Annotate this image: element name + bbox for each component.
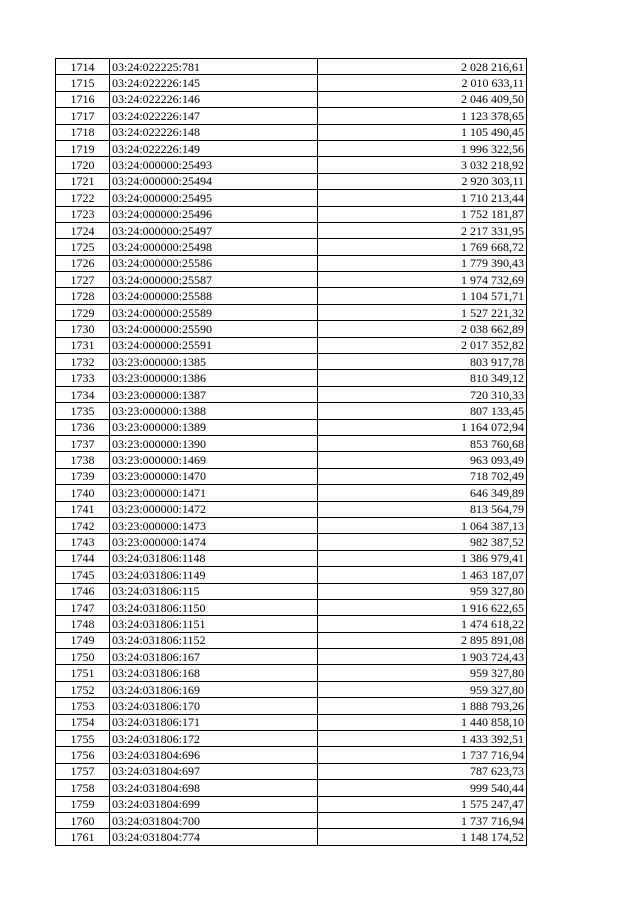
table-row — [56, 255, 527, 271]
table-row — [56, 435, 527, 451]
cadastral-number-cell: 03:24:022226:148 — [110, 124, 318, 140]
cadastral-number-cell: 03:24:031806:171 — [110, 714, 318, 730]
cadastral-number-cell: 03:24:000000:25588 — [110, 288, 318, 304]
cadastral-number-cell: 03:23:000000:1385 — [110, 354, 318, 370]
cadastral-number-cell: 03:24:031806:1150 — [110, 599, 318, 615]
row-number-cell: 1733 — [56, 370, 110, 386]
cadastral-number-cell: 03:24:031806:170 — [110, 698, 318, 714]
cadastral-value-cell: 1 474 618,22 — [318, 616, 527, 632]
table-row — [56, 649, 527, 665]
row-number-cell: 1746 — [56, 583, 110, 599]
cadastral-number-cell: 03:24:022226:149 — [110, 140, 318, 156]
cadastral-value-cell: 2 017 352,82 — [318, 337, 527, 353]
row-number-cell: 1732 — [56, 354, 110, 370]
cadastral-value-cell: 2 028 216,61 — [318, 59, 527, 75]
row-number-cell: 1754 — [56, 714, 110, 730]
cadastral-value-cell: 1 974 732,69 — [318, 272, 527, 288]
row-number-cell: 1723 — [56, 206, 110, 222]
cadastral-value-cell: 1 737 716,94 — [318, 747, 527, 763]
cadastral-number-cell: 03:24:000000:25498 — [110, 239, 318, 255]
cadastral-value-cell: 1 123 378,65 — [318, 108, 527, 124]
row-number-cell: 1757 — [56, 763, 110, 779]
cadastral-number-cell: 03:24:031804:774 — [110, 829, 318, 845]
cadastral-number-cell: 03:23:000000:1390 — [110, 435, 318, 451]
row-number-cell: 1756 — [56, 747, 110, 763]
cadastral-value-cell: 1 769 668,72 — [318, 239, 527, 255]
cadastral-value-cell: 1 164 072,94 — [318, 419, 527, 435]
cadastral-number-cell: 03:24:000000:25496 — [110, 206, 318, 222]
row-number-cell: 1751 — [56, 665, 110, 681]
row-number-cell: 1760 — [56, 812, 110, 828]
cadastral-value-cell: 720 310,33 — [318, 386, 527, 402]
cadastral-number-cell: 03:24:031806:1148 — [110, 550, 318, 566]
table-row — [56, 206, 527, 222]
table-row — [56, 239, 527, 255]
cadastral-value-cell: 1 903 724,43 — [318, 649, 527, 665]
cadastral-value-cell: 959 327,80 — [318, 681, 527, 697]
cadastral-number-cell: 03:23:000000:1470 — [110, 468, 318, 484]
table-row — [56, 632, 527, 648]
cadastral-value-cell: 2 217 331,95 — [318, 222, 527, 238]
table-row — [56, 550, 527, 566]
cadastral-number-cell: 03:23:000000:1473 — [110, 517, 318, 533]
row-number-cell: 1738 — [56, 452, 110, 468]
cadastral-number-cell: 03:24:000000:25589 — [110, 304, 318, 320]
row-number-cell: 1720 — [56, 157, 110, 173]
cadastral-number-cell: 03:24:031806:167 — [110, 649, 318, 665]
row-number-cell: 1719 — [56, 140, 110, 156]
cadastral-value-cell: 1 752 181,87 — [318, 206, 527, 222]
cadastral-number-cell: 03:24:000000:25495 — [110, 190, 318, 206]
cadastral-value-cell: 1 104 571,71 — [318, 288, 527, 304]
cadastral-value-cell: 813 564,79 — [318, 501, 527, 517]
cadastral-value-cell: 1 710 213,44 — [318, 190, 527, 206]
cadastral-number-cell: 03:24:000000:25587 — [110, 272, 318, 288]
cadastral-value-cell: 810 349,12 — [318, 370, 527, 386]
cadastral-value-cell: 959 327,80 — [318, 665, 527, 681]
cadastral-value-cell: 3 032 218,92 — [318, 157, 527, 173]
cadastral-value-cell: 1 105 490,45 — [318, 124, 527, 140]
cadastral-value-cell: 1 888 793,26 — [318, 698, 527, 714]
row-number-cell: 1731 — [56, 337, 110, 353]
table-row — [56, 780, 527, 796]
cadastral-number-cell: 03:24:000000:25586 — [110, 255, 318, 271]
table-row — [56, 452, 527, 468]
row-number-cell: 1747 — [56, 599, 110, 615]
table-row — [56, 763, 527, 779]
table-row — [56, 157, 527, 173]
row-number-cell: 1715 — [56, 75, 110, 91]
row-number-cell: 1736 — [56, 419, 110, 435]
cadastral-value-cell: 959 327,80 — [318, 583, 527, 599]
table-row — [56, 665, 527, 681]
table-row — [56, 517, 527, 533]
table-row — [56, 124, 527, 140]
cadastral-value-cell: 1 148 174,52 — [318, 829, 527, 845]
table-row — [56, 386, 527, 402]
row-number-cell: 1739 — [56, 468, 110, 484]
row-number-cell: 1729 — [56, 304, 110, 320]
cadastral-value-cell: 646 349,89 — [318, 485, 527, 501]
cadastral-number-cell: 03:24:022225:781 — [110, 59, 318, 75]
table-row — [56, 714, 527, 730]
row-number-cell: 1726 — [56, 255, 110, 271]
cadastral-value-cell: 1 440 858,10 — [318, 714, 527, 730]
cadastral-number-cell: 03:24:031806:168 — [110, 665, 318, 681]
cadastral-value-cell: 803 917,78 — [318, 354, 527, 370]
cadastral-number-cell: 03:24:031806:169 — [110, 681, 318, 697]
table-row — [56, 59, 527, 75]
cadastral-value-table — [55, 58, 527, 846]
table-row — [56, 91, 527, 107]
table-row — [56, 812, 527, 828]
cadastral-value-cell: 1 779 390,43 — [318, 255, 527, 271]
cadastral-number-cell: 03:24:000000:25591 — [110, 337, 318, 353]
cadastral-number-cell: 03:24:000000:25590 — [110, 321, 318, 337]
cadastral-number-cell: 03:24:031806:1149 — [110, 567, 318, 583]
table-row — [56, 534, 527, 550]
cadastral-value-cell: 999 540,44 — [318, 780, 527, 796]
cadastral-value-cell: 963 093,49 — [318, 452, 527, 468]
cadastral-value-cell: 2 920 303,11 — [318, 173, 527, 189]
table-row — [56, 698, 527, 714]
cadastral-number-cell: 03:24:031804:698 — [110, 780, 318, 796]
table-row — [56, 419, 527, 435]
row-number-cell: 1753 — [56, 698, 110, 714]
row-number-cell: 1722 — [56, 190, 110, 206]
row-number-cell: 1737 — [56, 435, 110, 451]
table-row — [56, 173, 527, 189]
row-number-cell: 1718 — [56, 124, 110, 140]
cadastral-number-cell: 03:23:000000:1389 — [110, 419, 318, 435]
cadastral-value-cell: 718 702,49 — [318, 468, 527, 484]
cadastral-number-cell: 03:24:031804:697 — [110, 763, 318, 779]
table-row — [56, 337, 527, 353]
row-number-cell: 1759 — [56, 796, 110, 812]
table-row — [56, 501, 527, 517]
row-number-cell: 1749 — [56, 632, 110, 648]
cadastral-number-cell: 03:24:031804:696 — [110, 747, 318, 763]
cadastral-value-cell: 2 046 409,50 — [318, 91, 527, 107]
cadastral-value-cell: 1 064 387,13 — [318, 517, 527, 533]
cadastral-number-cell: 03:24:022226:147 — [110, 108, 318, 124]
cadastral-number-cell: 03:23:000000:1386 — [110, 370, 318, 386]
cadastral-value-cell: 1 386 979,41 — [318, 550, 527, 566]
cadastral-number-cell: 03:24:022226:145 — [110, 75, 318, 91]
cadastral-value-cell: 1 916 622,65 — [318, 599, 527, 615]
table-row — [56, 583, 527, 599]
cadastral-number-cell: 03:23:000000:1388 — [110, 403, 318, 419]
table-row — [56, 140, 527, 156]
table-row — [56, 485, 527, 501]
row-number-cell: 1758 — [56, 780, 110, 796]
cadastral-value-cell: 2 038 662,89 — [318, 321, 527, 337]
cadastral-number-cell: 03:24:000000:25493 — [110, 157, 318, 173]
cadastral-value-cell: 1 433 392,51 — [318, 731, 527, 747]
row-number-cell: 1743 — [56, 534, 110, 550]
table-row — [56, 354, 527, 370]
cadastral-number-cell: 03:24:031806:1151 — [110, 616, 318, 632]
table-row — [56, 829, 527, 845]
cadastral-number-cell: 03:24:022226:146 — [110, 91, 318, 107]
row-number-cell: 1742 — [56, 517, 110, 533]
table-row — [56, 370, 527, 386]
table-row — [56, 747, 527, 763]
cadastral-number-cell: 03:23:000000:1469 — [110, 452, 318, 468]
table-row — [56, 222, 527, 238]
cadastral-value-cell: 1 575 247,47 — [318, 796, 527, 812]
row-number-cell: 1716 — [56, 91, 110, 107]
row-number-cell: 1748 — [56, 616, 110, 632]
cadastral-value-cell: 982 387,52 — [318, 534, 527, 550]
table-row — [56, 616, 527, 632]
table-row — [56, 681, 527, 697]
row-number-cell: 1750 — [56, 649, 110, 665]
row-number-cell: 1745 — [56, 567, 110, 583]
cadastral-value-cell: 2 010 633,11 — [318, 75, 527, 91]
cadastral-number-cell: 03:23:000000:1471 — [110, 485, 318, 501]
table-row — [56, 321, 527, 337]
row-number-cell: 1721 — [56, 173, 110, 189]
row-number-cell: 1741 — [56, 501, 110, 517]
cadastral-number-cell: 03:24:000000:25497 — [110, 222, 318, 238]
cadastral-number-cell: 03:24:000000:25494 — [110, 173, 318, 189]
row-number-cell: 1740 — [56, 485, 110, 501]
table-body — [56, 59, 527, 846]
table-row — [56, 272, 527, 288]
row-number-cell: 1717 — [56, 108, 110, 124]
row-number-cell: 1761 — [56, 829, 110, 845]
cadastral-number-cell: 03:24:031806:115 — [110, 583, 318, 599]
row-number-cell: 1730 — [56, 321, 110, 337]
row-number-cell: 1725 — [56, 239, 110, 255]
cadastral-value-cell: 1 996 322,56 — [318, 140, 527, 156]
table-row — [56, 75, 527, 91]
cadastral-number-cell: 03:24:031804:699 — [110, 796, 318, 812]
cadastral-value-cell: 1 463 187,07 — [318, 567, 527, 583]
table-row — [56, 468, 527, 484]
cadastral-number-cell: 03:23:000000:1387 — [110, 386, 318, 402]
table-row — [56, 567, 527, 583]
table-row — [56, 731, 527, 747]
cadastral-value-cell: 807 133,45 — [318, 403, 527, 419]
cadastral-number-cell: 03:24:031806:1152 — [110, 632, 318, 648]
cadastral-number-cell: 03:24:031806:172 — [110, 731, 318, 747]
table-row — [56, 796, 527, 812]
cadastral-value-cell: 2 895 891,08 — [318, 632, 527, 648]
table-row — [56, 403, 527, 419]
row-number-cell: 1714 — [56, 59, 110, 75]
cadastral-number-cell: 03:24:031804:700 — [110, 812, 318, 828]
cadastral-value-cell: 853 760,68 — [318, 435, 527, 451]
row-number-cell: 1727 — [56, 272, 110, 288]
table-row — [56, 108, 527, 124]
row-number-cell: 1744 — [56, 550, 110, 566]
table-row — [56, 304, 527, 320]
row-number-cell: 1724 — [56, 222, 110, 238]
row-number-cell: 1728 — [56, 288, 110, 304]
row-number-cell: 1734 — [56, 386, 110, 402]
table-row — [56, 599, 527, 615]
cadastral-value-cell: 1 737 716,94 — [318, 812, 527, 828]
cadastral-number-cell: 03:23:000000:1472 — [110, 501, 318, 517]
table-row — [56, 288, 527, 304]
table-row — [56, 190, 527, 206]
cadastral-value-cell: 787 623,73 — [318, 763, 527, 779]
row-number-cell: 1755 — [56, 731, 110, 747]
row-number-cell: 1752 — [56, 681, 110, 697]
cadastral-value-cell: 1 527 221,32 — [318, 304, 527, 320]
row-number-cell: 1735 — [56, 403, 110, 419]
cadastral-number-cell: 03:23:000000:1474 — [110, 534, 318, 550]
